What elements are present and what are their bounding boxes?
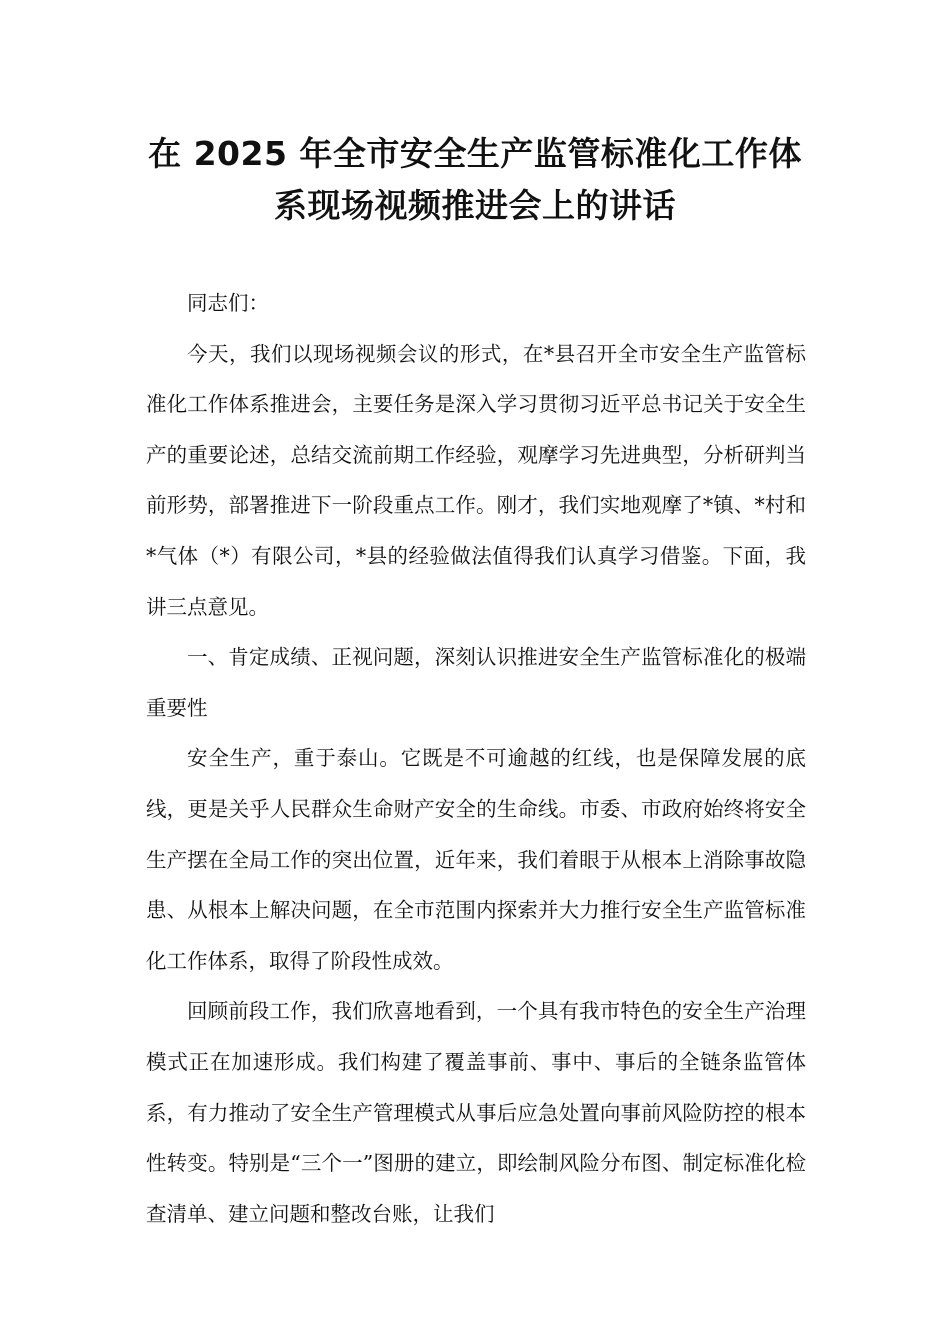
paragraph-intro: 今天，我们以现场视频会议的形式，在*县召开全市安全生产监管标准化工作体系推进会，主要任务是深入学习贯彻习近平总书记关于安全生产的重要论述，总结交流前期工作经验，观摩学习先进典型，分析研判当前形势，部署推进下一阶段重点工作。刚才，我们实地观摩了*镇、*村和*气体（*）有限公司，*县的经验做法值得我们认真学习借鉴。下面，我讲三点意见。 (146, 341, 806, 619)
section-heading-1: 一、肯定成绩、正视问题，深刻认识推进安全生产监管标准化的极端重要性 (146, 645, 806, 720)
document-title (120, 128, 830, 232)
paragraph-review: 回顾前段工作，我们欣喜地看到，一个具有我市特色的安全生产治理模式正在加速形成。我们构建了覆盖事前、事中、事后的全链条监管体系，有力推动了安全生产管理模式从事后应急处置向事前风险防控的根本性转变。特别是“三个一”图册的建立，即绘制风险分布图、制定标准化检查清单、建立问题和整改台账，让我们 (146, 999, 806, 1226)
title-line-2: 系现场视频推进会上的讲话 (274, 186, 676, 225)
document-body (146, 278, 806, 1239)
paragraph-safety: 安全生产，重于泰山。它既是不可逾越的红线，也是保障发展的底线，更是关乎人民群众生命财产安全的生命线。市委、市政府始终将安全生产摆在全局工作的突出位置，近年来，我们着眼于从根本上消除事故隐患、从根本上解决问题，在全市范围内探索并大力推行安全生产监管标准化工作体系，取得了阶段性成效。 (146, 746, 806, 973)
title-line-1: 在 2025 年全市安全生产监管标准化工作体 (148, 134, 802, 173)
salutation: 同志们： (187, 291, 269, 315)
